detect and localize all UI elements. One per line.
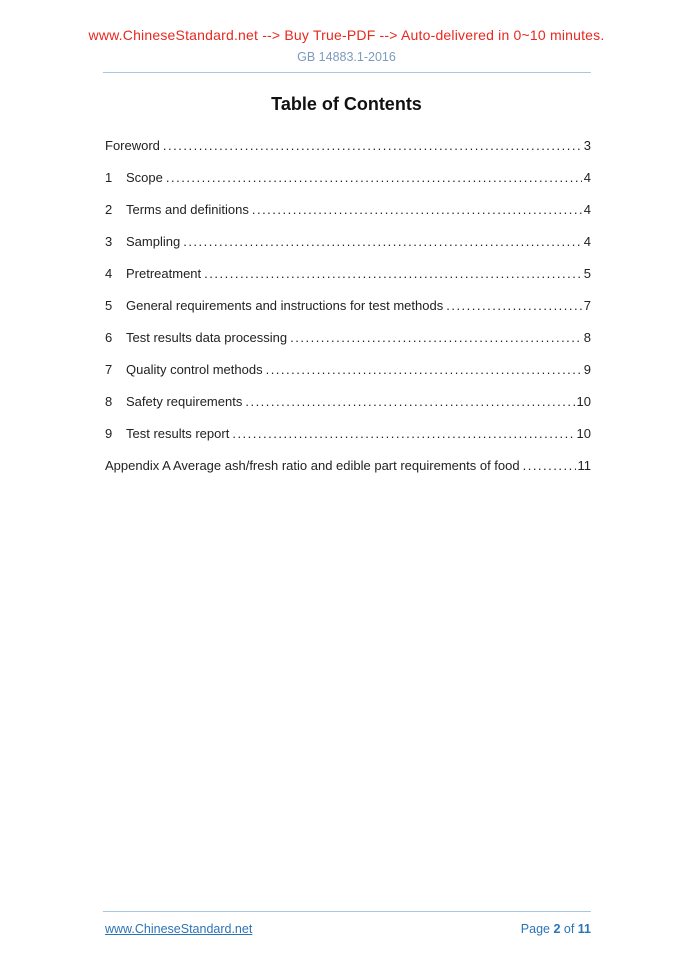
toc-entry-scope[interactable] [105,170,591,202]
toc-entry-page: 9 [583,362,591,377]
toc-entry-sampling[interactable] [105,234,591,266]
toc-dot-leader [166,170,582,185]
toc-dot-leader [245,394,574,409]
toc-entry-page: 10 [576,394,591,409]
toc-entry-number: 1 [105,170,113,185]
standard-code: GB 14883.1-2016 [297,50,396,64]
page-footer [105,922,591,936]
toc-entry-number: 4 [105,266,113,281]
toc-entry-label: Foreword [105,138,160,153]
toc-entry-number: 3 [105,234,113,249]
promo-banner: www.ChineseStandard.net --> Buy True-PDF --> Auto-delivered in 0~10 minutes. [88,27,605,43]
toc-dot-leader [232,426,574,441]
toc-entry-terms-and-definitions[interactable] [105,202,591,234]
toc-entry-label: Terms and definitions [126,202,249,217]
toc-entry-number: 5 [105,298,113,313]
toc-entry-quality-control-methods[interactable] [105,362,591,394]
toc-entry-safety-requirements[interactable] [105,394,591,426]
toc-entry-general-requirements[interactable] [105,298,591,330]
toc-entry-page: 4 [583,234,591,249]
toc-entry-label: General requirements and instructions for test methods [126,298,444,313]
toc-entry-page: 4 [583,202,591,217]
toc-entry-number: 7 [105,362,113,377]
toc-entry-page: 3 [583,138,591,153]
toc-entry-page: 7 [583,298,591,313]
toc-entry-page: 8 [583,330,591,345]
toc-entry-number: 8 [105,394,113,409]
toc-entry-label: Scope [126,170,163,185]
toc-entry-number: 9 [105,426,113,441]
page-title: Table of Contents [271,94,422,114]
toc-entry-page: 4 [583,170,591,185]
toc-entry-number: 6 [105,330,113,345]
current-page-number: 2 [553,922,561,936]
toc-entry-label: Pretreatment [126,266,202,281]
toc-entry-appendix-a[interactable] [105,458,591,490]
total-page-number: 11 [577,922,591,936]
toc-entry-test-results-data-processing[interactable] [105,330,591,362]
toc-entry-page: 5 [583,266,591,281]
toc-entry-label: Test results data processing [126,330,288,345]
page-label: Page [520,922,554,936]
toc-dot-leader [183,234,582,249]
footer-website-link[interactable]: www.ChineseStandard.net [105,922,253,936]
toc-dot-leader [523,458,576,473]
toc-entry-pretreatment[interactable] [105,266,591,298]
table-of-contents [105,138,591,490]
toc-entry-label: Sampling [126,234,181,249]
toc-entry-label: Safety requirements [126,394,243,409]
toc-dot-leader [163,138,582,153]
toc-entry-label: Quality control methods [126,362,263,377]
toc-dot-leader [252,202,582,217]
toc-entry-page: 11 [577,458,591,473]
header-divider [103,72,591,73]
toc-dot-leader [290,330,582,345]
toc-entry-foreword[interactable] [105,138,591,170]
toc-entry-page: 10 [576,426,591,441]
toc-entry-number: 2 [105,202,113,217]
toc-entry-test-results-report[interactable] [105,426,591,458]
toc-dot-leader [266,362,582,377]
footer-divider [103,911,591,912]
toc-dot-leader [204,266,582,281]
toc-entry-label: Test results report [126,426,230,441]
page-number-indicator [521,922,591,936]
toc-entry-label: Appendix A Average ash/fresh ratio and edible part requirements of food [105,458,520,473]
toc-dot-leader [446,298,582,313]
page-of-label: of [560,922,578,936]
